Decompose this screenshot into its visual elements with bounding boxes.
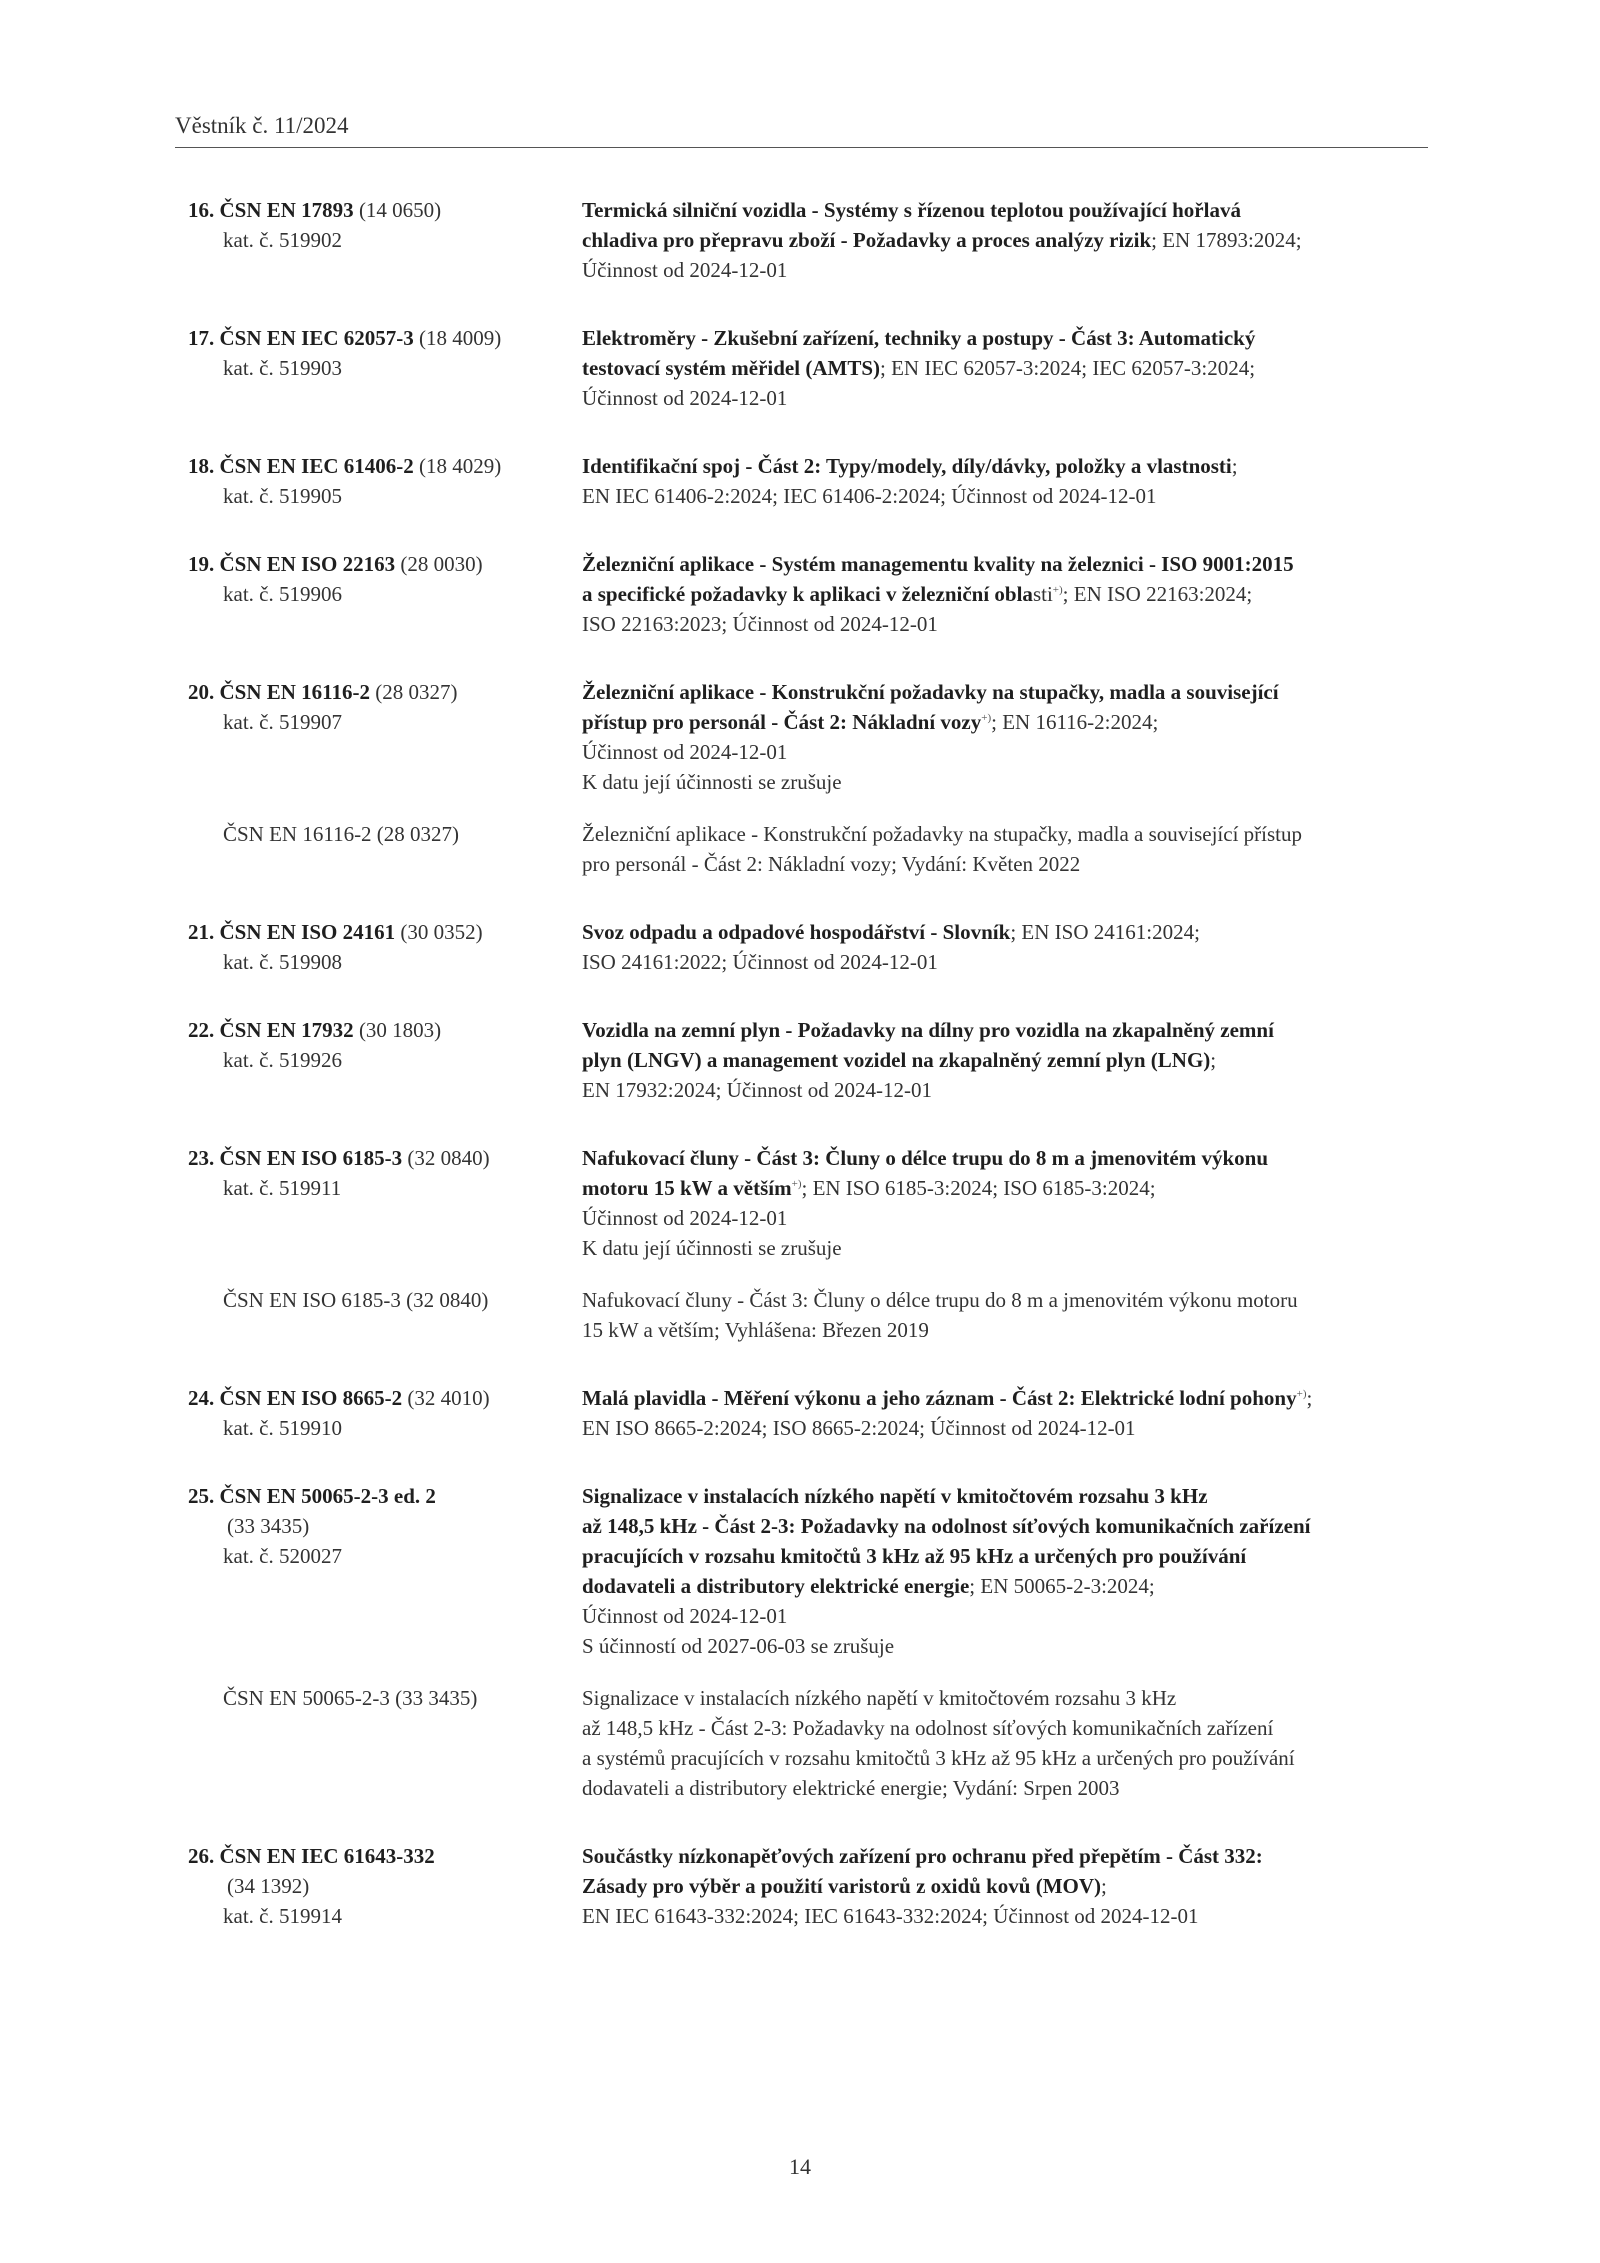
standard-references: ;: [1231, 454, 1238, 478]
classification-number: (18 4029): [413, 454, 502, 478]
standard-note: Účinnost od 2024-12-01: [582, 740, 788, 764]
standard-entry: [175, 1383, 1428, 1443]
standard-note: K datu její účinnosti se zrušuje: [582, 770, 842, 794]
standard-code: ČSN EN IEC 62057-3: [219, 326, 414, 350]
title-line: [582, 1511, 1428, 1541]
standard-title: a specifické požadavky k aplikaci v železniční obla: [582, 582, 1033, 606]
standard-note: Účinnost od 2024-12-01: [582, 1206, 788, 1230]
title-line: [582, 451, 1428, 481]
title-line: [582, 1015, 1428, 1045]
standard-code-line: [175, 1841, 582, 1871]
standard-entry: [175, 195, 1428, 285]
standard-entry: [175, 451, 1428, 511]
title-tail: sti: [1032, 582, 1053, 606]
catalog-number: kat. č. 519911: [223, 1176, 342, 1200]
footnote-marker: +): [1296, 1388, 1307, 1400]
catalog-number: kat. č. 519903: [223, 356, 342, 380]
standard-entry: [175, 917, 1428, 977]
entry-number: 16.: [188, 198, 215, 222]
standard-code-line: [175, 195, 582, 225]
standard-note: ISO 22163:2023; Účinnost od 2024-12-01: [582, 612, 938, 636]
catalog-number: kat. č. 519910: [223, 1416, 342, 1440]
replaced-standard-row: [175, 1285, 1428, 1345]
entry-number: 18.: [188, 454, 215, 478]
replaced-standard-title: dodavateli a distributory elektrické energie; Vydání: Srpen 2003: [582, 1776, 1120, 1800]
standard-code: ČSN EN 50065-2-3 ed. 2: [219, 1484, 436, 1508]
standard-title: plyn (LNGV) a management vozidel na zkapalněný zemní plyn (LNG): [582, 1048, 1211, 1072]
bulletin-title: Věstník č. 11/2024: [175, 113, 349, 138]
entry-number: 19.: [188, 552, 215, 576]
standard-title: pracujících v rozsahu kmitočtů 3 kHz až 95 kHz a určených pro používání: [582, 1544, 1247, 1568]
standard-note: ISO 24161:2022; Účinnost od 2024-12-01: [582, 950, 938, 974]
standard-description: [582, 549, 1428, 639]
replaced-standard-row: [175, 1683, 1428, 1803]
standard-identifier: [175, 1383, 582, 1443]
classification-number: (14 0650): [353, 198, 442, 222]
title-line: [582, 323, 1428, 353]
standard-title: Železniční aplikace - Konstrukční požadavky na stupačky, madla a související: [582, 680, 1279, 704]
standard-note: Účinnost od 2024-12-01: [582, 1604, 788, 1628]
replaced-standard-title: Nafukovací čluny - Část 3: Čluny o délce trupu do 8 m a jmenovitém výkonu motoru: [582, 1288, 1298, 1312]
standard-title: Malá plavidla - Měření výkonu a jeho záznam - Část 2: Elektrické lodní pohony: [582, 1386, 1297, 1410]
standard-main-row: [175, 1383, 1428, 1443]
title-line: [582, 677, 1428, 707]
standard-entry: [175, 1143, 1428, 1345]
standard-title: Součástky nízkonapěťových zařízení pro ochranu před přepětím - Část 332:: [582, 1844, 1263, 1868]
standard-main-row: [175, 677, 1428, 797]
title-line: [582, 549, 1428, 579]
catalog-number: kat. č. 520027: [223, 1544, 342, 1568]
replaced-standard-title: pro personál - Část 2: Nákladní vozy; Vydání: Květen 2022: [582, 852, 1081, 876]
standard-code-line: [175, 323, 582, 353]
entry-number: 25.: [188, 1484, 215, 1508]
title-line: [582, 1871, 1428, 1901]
standard-title: testovací systém měřidel (AMTS): [582, 356, 880, 380]
footnote-marker: +): [1052, 584, 1063, 596]
entry-number: 24.: [188, 1386, 215, 1410]
standard-code: ČSN EN IEC 61643-332: [219, 1844, 435, 1868]
standard-identifier: [175, 917, 582, 977]
classification-number: (32 4010): [402, 1386, 490, 1410]
standard-identifier: [175, 451, 582, 511]
standard-note: EN IEC 61643-332:2024; IEC 61643-332:2024; Účinnost od 2024-12-01: [582, 1904, 1199, 1928]
standard-code-line: [175, 451, 582, 481]
catalog-number: kat. č. 519926: [223, 1048, 342, 1072]
standard-identifier: [175, 549, 582, 639]
replaced-standard-title: Signalizace v instalacích nízkého napětí v kmitočtovém rozsahu 3 kHz: [582, 1686, 1177, 1710]
standard-code-line: [175, 917, 582, 947]
standard-references: ; EN ISO 6185-3:2024; ISO 6185-3:2024;: [801, 1176, 1156, 1200]
title-line: [582, 1143, 1428, 1173]
footnote-marker: +): [981, 712, 992, 724]
standard-code-line: [175, 549, 582, 579]
standard-description: [582, 1481, 1428, 1661]
entry-number: 21.: [188, 920, 215, 944]
standard-title: chladiva pro přepravu zboží - Požadavky a proces analýzy rizik: [582, 228, 1152, 252]
title-line: [582, 917, 1428, 947]
standard-entry: [175, 549, 1428, 639]
standard-note: K datu její účinnosti se zrušuje: [582, 1236, 842, 1260]
standard-description: [582, 323, 1428, 413]
standard-main-row: [175, 549, 1428, 639]
standard-title: motoru 15 kW a větším: [582, 1176, 792, 1200]
standard-references: ;: [1210, 1048, 1217, 1072]
standard-title: Signalizace v instalacích nízkého napětí v kmitočtovém rozsahu 3 kHz: [582, 1484, 1208, 1508]
catalog-number: kat. č. 519905: [223, 484, 342, 508]
standard-code-line: [175, 1143, 582, 1173]
replaced-standard-title: 15 kW a větším; Vyhlášena: Březen 2019: [582, 1318, 929, 1342]
entry-number: 20.: [188, 680, 215, 704]
standard-main-row: [175, 1015, 1428, 1105]
standard-note: EN 17932:2024; Účinnost od 2024-12-01: [582, 1078, 932, 1102]
title-line: [582, 1541, 1428, 1571]
standard-main-row: [175, 1841, 1428, 1931]
catalog-number: kat. č. 519914: [223, 1904, 342, 1928]
standard-note: EN ISO 8665-2:2024; ISO 8665-2:2024; Účinnost od 2024-12-01: [582, 1416, 1136, 1440]
replaced-standard-code: ČSN EN ISO 6185-3 (32 0840): [223, 1288, 489, 1312]
standard-main-row: [175, 917, 1428, 977]
entry-number: 22.: [188, 1018, 215, 1042]
catalog-number: kat. č. 519906: [223, 582, 342, 606]
standard-references: ;: [1101, 1874, 1107, 1898]
standards-list: [175, 195, 1428, 1969]
standard-code: ČSN EN ISO 8665-2: [219, 1386, 403, 1410]
standard-title: Železniční aplikace - Systém managementu kvality na železnici - ISO 9001:2015: [582, 552, 1294, 576]
standard-description: [582, 1841, 1428, 1931]
standard-title: Identifikační spoj - Část 2: Typy/modely, díly/dávky, položky a vlastnosti: [582, 454, 1232, 478]
standard-title: Termická silniční vozidla - Systémy s řízenou teplotou používající hořlavá: [582, 198, 1241, 222]
classification-number: (28 0327): [370, 680, 458, 704]
standard-description: [582, 195, 1428, 285]
standard-code: ČSN EN 17932: [219, 1018, 354, 1042]
standard-entry: [175, 1841, 1428, 1931]
standard-entry: [175, 677, 1428, 879]
standard-description: [582, 677, 1428, 797]
classification-number: (34 1392): [227, 1874, 310, 1898]
standard-identifier: [175, 677, 582, 797]
title-line: [582, 1481, 1428, 1511]
standard-code-line: [175, 677, 582, 707]
standard-title: Vozidla na zemní plyn - Požadavky na dílny pro vozidla na zkapalněný zemní: [582, 1018, 1274, 1042]
standard-entry: [175, 1015, 1428, 1105]
standard-title: až 148,5 kHz - Část 2-3: Požadavky na odolnost síťových komunikačních zařízení: [582, 1514, 1311, 1538]
standard-note: Účinnost od 2024-12-01: [582, 258, 788, 282]
standard-note: Účinnost od 2024-12-01: [582, 386, 788, 410]
catalog-number: kat. č. 519902: [223, 228, 342, 252]
entry-number: 17.: [188, 326, 215, 350]
title-line: [582, 225, 1428, 255]
standard-main-row: [175, 323, 1428, 413]
catalog-number: kat. č. 519908: [223, 950, 342, 974]
title-line: [582, 707, 1428, 737]
standard-title: Elektroměry - Zkušební zařízení, techniky a postupy - Část 3: Automatický: [582, 326, 1256, 350]
replaced-standard-row: [175, 819, 1428, 879]
entry-number: 26.: [188, 1844, 215, 1868]
standard-identifier: [175, 195, 582, 285]
page-number: 14: [789, 2154, 811, 2179]
title-line: [582, 1383, 1428, 1413]
standard-description: [582, 1143, 1428, 1263]
standard-identifier: [175, 323, 582, 413]
replaced-standard-title: Železniční aplikace - Konstrukční požadavky na stupačky, madla a související přístup: [582, 822, 1302, 846]
standard-note: EN IEC 61406-2:2024; IEC 61406-2:2024; Účinnost od 2024-12-01: [582, 484, 1157, 508]
standard-title: Zásady pro výběr a použití varistorů z oxidů kovů (MOV): [582, 1874, 1102, 1898]
page-header: [175, 112, 1428, 148]
standard-identifier: [175, 1481, 582, 1661]
standard-code: ČSN EN 17893: [219, 198, 354, 222]
standard-code-line: [175, 1481, 582, 1511]
standard-title: Nafukovací čluny - Část 3: Čluny o délce trupu do 8 m a jmenovitém výkonu: [582, 1146, 1269, 1170]
title-line: [582, 579, 1428, 609]
standard-code: ČSN EN ISO 24161: [219, 920, 396, 944]
standard-references: ;: [1306, 1386, 1313, 1410]
standard-references: ; EN 16116-2:2024;: [991, 710, 1159, 734]
standard-references: ; EN IEC 62057-3:2024; IEC 62057-3:2024;: [880, 356, 1256, 380]
standard-identifier: [175, 1841, 582, 1931]
title-line: [582, 1571, 1428, 1601]
standard-main-row: [175, 1481, 1428, 1661]
title-line: [582, 1173, 1428, 1203]
standard-title: dodavateli a distributory elektrické energie: [582, 1574, 970, 1598]
standard-main-row: [175, 1143, 1428, 1263]
standard-entry: [175, 323, 1428, 413]
entry-number: 23.: [188, 1146, 215, 1170]
standard-description: [582, 451, 1428, 511]
standard-references: ; EN ISO 22163:2024;: [1062, 582, 1253, 606]
classification-number: (32 0840): [402, 1146, 490, 1170]
standard-main-row: [175, 451, 1428, 511]
standard-code-line: [175, 1383, 582, 1413]
title-line: [582, 1045, 1428, 1075]
title-line: [582, 1841, 1428, 1871]
standard-note: S účinností od 2027-06-03 se zrušuje: [582, 1634, 895, 1658]
standard-code-line: [175, 1015, 582, 1045]
standard-identifier: [175, 1143, 582, 1263]
standard-description: [582, 917, 1428, 977]
standard-description: [582, 1383, 1428, 1443]
classification-number: (30 1803): [353, 1018, 442, 1042]
replaced-standard-code: ČSN EN 16116-2 (28 0327): [223, 822, 460, 846]
footnote-marker: +): [791, 1178, 802, 1190]
standard-code: ČSN EN ISO 22163: [219, 552, 396, 576]
standard-code: ČSN EN 16116-2: [219, 680, 371, 704]
standard-code: ČSN EN ISO 6185-3: [219, 1146, 403, 1170]
title-line: [582, 195, 1428, 225]
standard-code: ČSN EN IEC 61406-2: [219, 454, 414, 478]
classification-number: (33 3435): [227, 1514, 310, 1538]
classification-number: (30 0352): [395, 920, 483, 944]
catalog-number: kat. č. 519907: [223, 710, 342, 734]
standard-description: [582, 1015, 1428, 1105]
standard-references: ; EN 17893:2024;: [1151, 228, 1302, 252]
standard-title: přístup pro personál - Část 2: Nákladní vozy: [582, 710, 982, 734]
standard-references: ; EN ISO 24161:2024;: [1010, 920, 1200, 944]
title-line: [582, 353, 1428, 383]
classification-number: (18 4009): [413, 326, 502, 350]
replaced-standard-title: a systémů pracujících v rozsahu kmitočtů 3 kHz až 95 kHz a určených pro používání: [582, 1746, 1295, 1770]
standard-title: Svoz odpadu a odpadové hospodářství - Slovník: [582, 920, 1011, 944]
replaced-standard-code: ČSN EN 50065-2-3 (33 3435): [223, 1686, 478, 1710]
standard-references: ; EN 50065-2-3:2024;: [969, 1574, 1155, 1598]
standard-entry: [175, 1481, 1428, 1803]
standard-identifier: [175, 1015, 582, 1105]
replaced-standard-title: až 148,5 kHz - Část 2-3: Požadavky na odolnost síťových komunikačních zařízení: [582, 1716, 1274, 1740]
standard-main-row: [175, 195, 1428, 285]
classification-number: (28 0030): [395, 552, 483, 576]
